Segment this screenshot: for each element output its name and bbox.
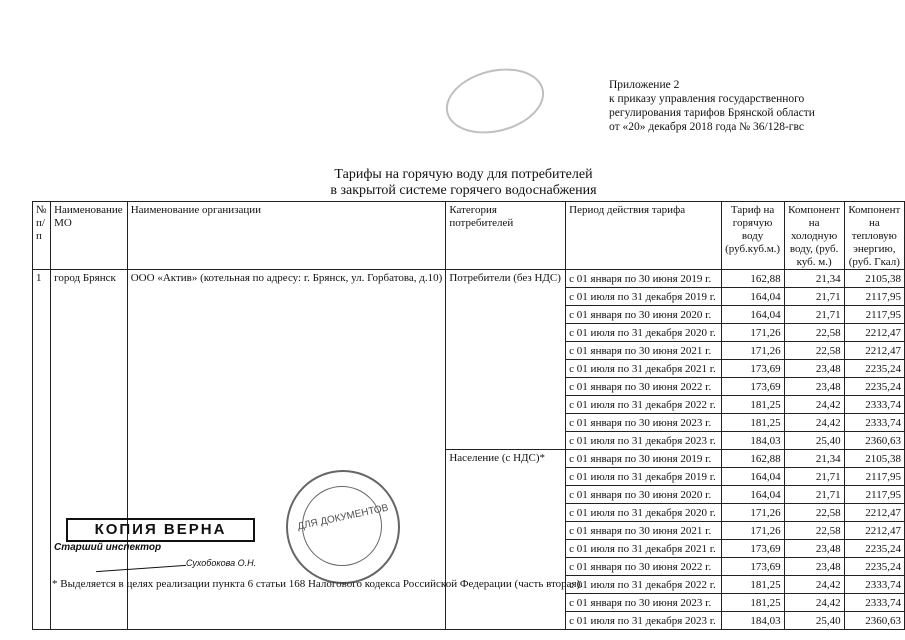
cell-period: с 01 января по 30 июня 2021 г. bbox=[566, 342, 721, 360]
annex-line: от «20» декабря 2018 года № 36/128-гвс bbox=[609, 121, 804, 133]
round-seal bbox=[286, 470, 400, 584]
cell-tariff: 162,88 bbox=[721, 450, 784, 468]
header-org: Наименование организации bbox=[127, 202, 446, 270]
cell-cold: 24,42 bbox=[784, 414, 844, 432]
cell-heat: 2117,95 bbox=[844, 288, 904, 306]
cell-cold: 21,34 bbox=[784, 450, 844, 468]
annex-line: Приложение 2 bbox=[609, 79, 680, 91]
copy-stamp-name: Сухобокова О.Н. bbox=[186, 558, 257, 568]
cell-cold: 23,48 bbox=[784, 378, 844, 396]
cell-heat: 2117,95 bbox=[844, 306, 904, 324]
document-title bbox=[0, 167, 905, 199]
annex-line: к приказу управления государственного bbox=[609, 93, 805, 105]
cell-period: с 01 января по 30 июня 2023 г. bbox=[566, 414, 721, 432]
cell-heat: 2333,74 bbox=[844, 594, 904, 612]
seal-text: ДЛЯ ДОКУМЕНТОВ bbox=[296, 502, 390, 533]
annex-block bbox=[609, 78, 815, 134]
cell-period: с 01 января по 30 июня 2019 г. bbox=[566, 270, 721, 288]
cell-cold: 22,58 bbox=[784, 324, 844, 342]
cell-tariff: 171,26 bbox=[721, 504, 784, 522]
cell-cold: 22,58 bbox=[784, 522, 844, 540]
cell-cold: 22,58 bbox=[784, 342, 844, 360]
cell-cold: 24,42 bbox=[784, 576, 844, 594]
table-header-row bbox=[33, 202, 905, 270]
table-body bbox=[33, 270, 905, 630]
cell-period: с 01 января по 30 июня 2021 г. bbox=[566, 522, 721, 540]
header-period: Период действия тарифа bbox=[566, 202, 721, 270]
cell-tariff: 164,04 bbox=[721, 468, 784, 486]
cell-period: с 01 июля по 31 декабря 2022 г. bbox=[566, 576, 721, 594]
cell-period: с 01 января по 30 июня 2022 г. bbox=[566, 378, 721, 396]
cell-period: с 01 января по 30 июня 2023 г. bbox=[566, 594, 721, 612]
cell-tariff: 164,04 bbox=[721, 288, 784, 306]
cell-period: с 01 января по 30 июня 2019 г. bbox=[566, 450, 721, 468]
cell-tariff: 173,69 bbox=[721, 540, 784, 558]
cell-tariff: 173,69 bbox=[721, 378, 784, 396]
cell-cold: 21,34 bbox=[784, 270, 844, 288]
cell-cold: 23,48 bbox=[784, 558, 844, 576]
cell-heat: 2212,47 bbox=[844, 522, 904, 540]
header-cold: Компонент на холодную воду, (руб. куб. м.) bbox=[784, 202, 844, 270]
table-row bbox=[33, 270, 905, 288]
footnote: * Выделяется в целях реализации пункта 6 статьи 168 Налогового кодекса Российской Федерации (часть вторая). bbox=[52, 578, 584, 590]
cell-period: с 01 июля по 31 декабря 2021 г. bbox=[566, 540, 721, 558]
header-mo: Наименование МО bbox=[51, 202, 128, 270]
header-num: № п/п bbox=[33, 202, 51, 270]
cell-heat: 2212,47 bbox=[844, 324, 904, 342]
copy-certified-stamp bbox=[46, 518, 276, 574]
cell-cold: 23,48 bbox=[784, 360, 844, 378]
cell-num: 1 bbox=[33, 270, 51, 630]
signature-line bbox=[96, 565, 186, 572]
cell-heat: 2235,24 bbox=[844, 378, 904, 396]
cell-tariff: 184,03 bbox=[721, 612, 784, 630]
cell-period: с 01 июля по 31 декабря 2019 г. bbox=[566, 288, 721, 306]
cell-cold: 24,42 bbox=[784, 396, 844, 414]
cell-period: с 01 июля по 31 декабря 2022 г. bbox=[566, 396, 721, 414]
cell-tariff: 181,25 bbox=[721, 396, 784, 414]
cell-cold: 21,71 bbox=[784, 306, 844, 324]
cell-period: с 01 января по 30 июня 2022 г. bbox=[566, 558, 721, 576]
cell-category: Потребители (без НДС) bbox=[446, 270, 566, 450]
cell-cold: 21,71 bbox=[784, 468, 844, 486]
cell-cold: 21,71 bbox=[784, 486, 844, 504]
cell-tariff: 181,25 bbox=[721, 594, 784, 612]
cell-heat: 2333,74 bbox=[844, 576, 904, 594]
cell-cold: 21,71 bbox=[784, 288, 844, 306]
cell-cold: 25,40 bbox=[784, 432, 844, 450]
cell-period: с 01 января по 30 июня 2020 г. bbox=[566, 486, 721, 504]
cell-tariff: 181,25 bbox=[721, 576, 784, 594]
cell-cold: 23,48 bbox=[784, 540, 844, 558]
cell-heat: 2235,24 bbox=[844, 558, 904, 576]
annex-line: регулирования тарифов Брянской области bbox=[609, 107, 815, 119]
title-line: в закрытой системе горячего водоснабжения bbox=[330, 183, 597, 198]
cell-tariff: 171,26 bbox=[721, 342, 784, 360]
cell-cold: 25,40 bbox=[784, 612, 844, 630]
cell-heat: 2117,95 bbox=[844, 468, 904, 486]
cell-heat: 2105,38 bbox=[844, 270, 904, 288]
cell-heat: 2235,24 bbox=[844, 360, 904, 378]
cell-cold: 22,58 bbox=[784, 504, 844, 522]
cell-heat: 2212,47 bbox=[844, 342, 904, 360]
cell-heat: 2360,63 bbox=[844, 432, 904, 450]
header-heat: Компонент на тепловую энергию, (руб. Гкал) bbox=[844, 202, 904, 270]
copy-stamp-title: КОПИЯ ВЕРНА bbox=[66, 518, 255, 542]
cell-period: с 01 июля по 31 декабря 2023 г. bbox=[566, 612, 721, 630]
title-line: Тарифы на горячую воду для потребителей bbox=[334, 167, 593, 182]
cell-tariff: 173,69 bbox=[721, 558, 784, 576]
cell-heat: 2105,38 bbox=[844, 450, 904, 468]
cell-tariff: 164,04 bbox=[721, 486, 784, 504]
cell-cold: 24,42 bbox=[784, 594, 844, 612]
cell-mo: город Брянск bbox=[51, 270, 128, 630]
cell-tariff: 173,69 bbox=[721, 360, 784, 378]
cell-org: ООО «Актив» (котельная по адресу: г. Брянск, ул. Горбатова, д.10) bbox=[127, 270, 446, 630]
cell-tariff: 181,25 bbox=[721, 414, 784, 432]
cell-heat: 2333,74 bbox=[844, 396, 904, 414]
cell-period: с 01 июля по 31 декабря 2021 г. bbox=[566, 360, 721, 378]
faded-stamp bbox=[439, 59, 551, 143]
cell-tariff: 162,88 bbox=[721, 270, 784, 288]
cell-period: с 01 июля по 31 декабря 2020 г. bbox=[566, 504, 721, 522]
cell-tariff: 164,04 bbox=[721, 306, 784, 324]
cell-period: с 01 июля по 31 декабря 2023 г. bbox=[566, 432, 721, 450]
cell-heat: 2117,95 bbox=[844, 486, 904, 504]
cell-heat: 2212,47 bbox=[844, 504, 904, 522]
cell-category: Население (с НДС)* bbox=[446, 450, 566, 630]
cell-tariff: 171,26 bbox=[721, 324, 784, 342]
cell-period: с 01 января по 30 июня 2020 г. bbox=[566, 306, 721, 324]
cell-tariff: 171,26 bbox=[721, 522, 784, 540]
cell-period: с 01 июля по 31 декабря 2019 г. bbox=[566, 468, 721, 486]
cell-heat: 2235,24 bbox=[844, 540, 904, 558]
copy-stamp-role: Старший инспектор bbox=[54, 542, 162, 553]
cell-tariff: 184,03 bbox=[721, 432, 784, 450]
cell-period: с 01 июля по 31 декабря 2020 г. bbox=[566, 324, 721, 342]
cell-heat: 2333,74 bbox=[844, 414, 904, 432]
header-tariff: Тариф на горячую воду (руб.куб.м.) bbox=[721, 202, 784, 270]
cell-heat: 2360,63 bbox=[844, 612, 904, 630]
header-category: Категория потребителей bbox=[446, 202, 566, 270]
